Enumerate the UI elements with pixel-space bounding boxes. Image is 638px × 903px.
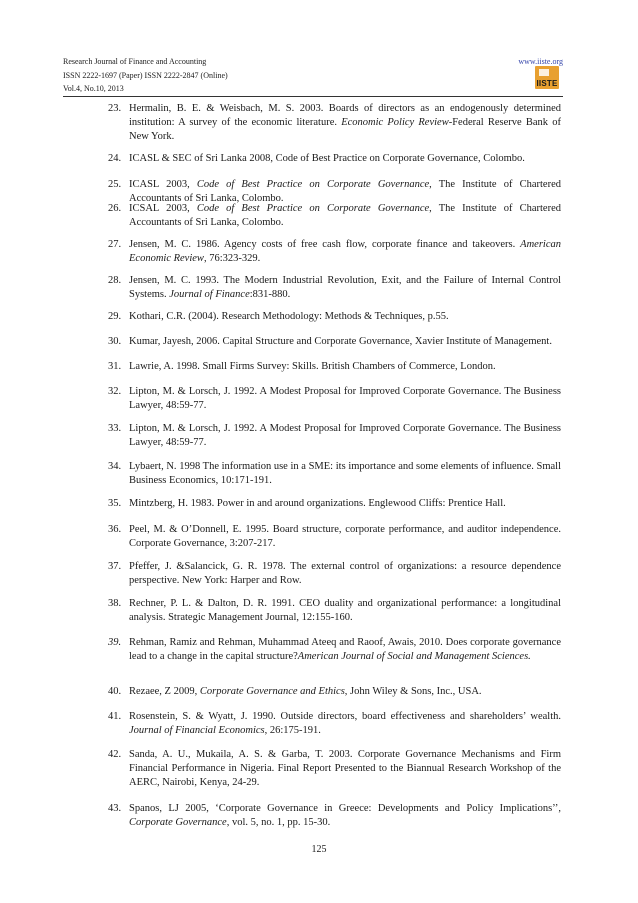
reference-item <box>108 238 561 266</box>
reference-item <box>108 523 561 551</box>
reference-text <box>129 597 561 625</box>
reference-number: 26. <box>108 203 122 214</box>
reference-text <box>129 523 561 551</box>
reference-text <box>129 560 561 588</box>
reference-segment: Spanos, LJ 2005, ‘Corporate Governance in Greece: Developments and Policy Implications’’, <box>129 803 561 814</box>
reference-segment: Kumar, Jayesh, 2006. Capital Structure and Corporate Governance, Xavier Institute of Management. <box>129 336 552 347</box>
reference-segment: , vol. 5, no. 1, pp. 15-30. <box>226 817 331 828</box>
reference-italic-segment: Corporate Governance <box>129 817 227 828</box>
journal-volume: Vol.4, No.10, 2013 <box>63 84 124 93</box>
reference-segment: :831-880. <box>249 289 291 300</box>
reference-item <box>108 202 561 230</box>
reference-number: 25. <box>108 179 122 190</box>
reference-text <box>129 460 561 488</box>
reference-segment: -Federal Reserve Bank of New York. <box>129 117 561 142</box>
journal-issn: ISSN 2222-1697 (Paper) ISSN 2222-2847 (Online) <box>63 70 228 80</box>
header-divider <box>63 96 563 97</box>
reference-segment: ICSAL 2003, <box>129 203 197 214</box>
reference-number: 43. <box>108 803 122 814</box>
reference-segment: Lawrie, A. 1998. Small Firms Survey: Skills. British Chambers of Commerce, London. <box>129 361 496 372</box>
reference-number: 38. <box>108 598 122 609</box>
reference-item <box>108 360 561 374</box>
reference-segment: Jensen, M. C. 1986. Agency costs of free cash flow, corporate finance and takeovers. <box>129 239 521 250</box>
reference-number: 35. <box>108 498 122 509</box>
reference-text <box>129 102 561 144</box>
reference-segment: Pfeffer, J. &Salancick, G. R. 1978. The external control of organizations: a resource dependence perspective. New York: Harper and Row. <box>129 561 561 586</box>
reference-italic-segment: Code of Best Practice on Corporate Governance <box>196 179 430 190</box>
reference-text <box>129 710 561 738</box>
reference-number: 41. <box>108 711 122 722</box>
reference-segment: Lybaert, N. 1998 The information use in a SME: its importance and some elements of influence. Small Business Economics, 10:171-191. <box>129 461 561 486</box>
reference-text <box>129 360 561 374</box>
reference-number: 37. <box>108 561 122 572</box>
reference-segment: Lipton, M. & Lorsch, J. 1992. A Modest Proposal for Improved Corporate Governance. The Business Lawyer, 48:59-77. <box>129 386 561 411</box>
reference-segment: Mintzberg, H. 1983. Power in and around organizations. Englewood Cliffs: Prentice Hall. <box>129 498 506 509</box>
reference-item <box>108 310 561 324</box>
reference-number: 30. <box>108 336 122 347</box>
reference-text <box>129 238 561 266</box>
reference-segment: Rehman, Ramiz and Rehman, Muhammad Ateeq and Raoof, Awais, 2010. Does corporate governance lead to a change in the capital structure? <box>129 637 561 662</box>
reference-number: 32. <box>108 386 122 397</box>
journal-url-link[interactable]: www.iiste.org <box>518 57 563 66</box>
reference-number: 23. <box>108 103 122 114</box>
reference-text <box>129 422 561 450</box>
reference-number: 40. <box>108 686 122 697</box>
page-number: 125 <box>311 844 327 855</box>
reference-italic-segment: Economic Policy Review <box>341 117 449 128</box>
reference-segment: Rezaee, Z 2009, <box>129 686 200 697</box>
reference-item <box>108 152 561 166</box>
reference-number: 27. <box>108 239 122 250</box>
logo-text: IISTE <box>536 79 558 88</box>
reference-item <box>108 802 561 830</box>
reference-number: 42. <box>108 749 122 760</box>
reference-text <box>129 335 561 349</box>
reference-italic-segment: American Journal of Social and Management Sciences. <box>297 651 531 662</box>
reference-text <box>129 202 561 230</box>
reference-text <box>129 636 561 664</box>
reference-item <box>108 497 561 511</box>
journal-header <box>63 55 563 96</box>
reference-number: 33. <box>108 423 122 434</box>
reference-segment: Rechner, P. L. & Dalton, D. R. 1991. CEO duality and organizational performance: a longitudinal analysis. Strategic Management Journal, 12:155-160. <box>129 598 561 623</box>
reference-number: 28. <box>108 275 122 286</box>
reference-text <box>129 748 561 790</box>
reference-text <box>129 385 561 413</box>
reference-item <box>108 422 561 450</box>
reference-text <box>129 685 561 699</box>
reference-italic-segment: Journal of Financial Economics <box>129 725 265 736</box>
reference-segment: , The Institute of Chartered Accountants of Sri Lanka, Colombo. <box>129 179 561 204</box>
reference-item <box>108 335 561 349</box>
reference-italic-segment: Journal of Finance <box>169 289 250 300</box>
reference-segment: ICASL 2003, <box>129 179 197 190</box>
reference-number: 31. <box>108 361 122 372</box>
reference-item <box>108 102 561 144</box>
reference-segment: , John Wiley & Sons, Inc., USA. <box>344 686 482 697</box>
reference-text <box>129 310 561 324</box>
reference-segment: , 26:175-191. <box>264 725 321 736</box>
logo-emblem-icon <box>539 69 549 76</box>
reference-number: 34. <box>108 461 122 472</box>
reference-item <box>108 748 561 790</box>
reference-segment: , 76:323-329. <box>203 253 261 264</box>
reference-number: 24. <box>108 153 122 164</box>
iiste-logo <box>535 66 559 89</box>
reference-item <box>108 274 561 302</box>
reference-segment: Lipton, M. & Lorsch, J. 1992. A Modest Proposal for Improved Corporate Governance. The Business Lawyer, 48:59-77. <box>129 423 561 448</box>
reference-italic-segment: Code of Best Practice on Corporate Governance <box>196 203 430 214</box>
reference-segment: , The Institute of Chartered Accountants of Sri Lanka, Colombo. <box>129 203 561 228</box>
reference-item <box>108 385 561 413</box>
reference-italic-segment: American Economic Review <box>129 239 561 264</box>
reference-text <box>129 802 561 830</box>
reference-item <box>108 636 561 664</box>
reference-segment: Jensen, M. C. 1993. The Modern Industrial Revolution, Exit, and the Failure of Internal Control Systems. <box>129 275 561 300</box>
reference-segment: Hermalin, B. E. & Weisbach, M. S. 2003. Boards of directors as an endogenously determined institution: A survey of the economic literature. <box>129 103 561 128</box>
journal-name: Research Journal of Finance and Accounting <box>63 57 207 66</box>
reference-segment: Rosenstein, S. & Wyatt, J. 1990. Outside directors, board effectiveness and shareholders’ wealth. <box>129 711 561 722</box>
reference-item <box>108 710 561 738</box>
reference-segment: ICASL & SEC of Sri Lanka 2008, Code of Best Practice on Corporate Governance, Colombo. <box>129 153 525 164</box>
reference-segment: Sanda, A. U., Mukaila, A. S. & Garba, T. 2003. Corporate Governance Mechanisms and Firm Financial Performance in Nigeria. Final Report Presented to the Biannual Research Workshop of the AERC, Nairobi, Kenya, 24-29. <box>129 749 561 788</box>
reference-segment: Kothari, C.R. (2004). Research Methodology: Methods & Techniques, p.55. <box>129 311 449 322</box>
reference-text <box>129 152 561 166</box>
reference-number: 36. <box>108 524 122 535</box>
reference-text <box>129 274 561 302</box>
reference-text <box>129 497 561 511</box>
reference-number: 39. <box>108 637 122 648</box>
reference-italic-segment: Corporate Governance and Ethics <box>199 686 345 697</box>
reference-segment: Peel, M. & O’Donnell, E. 1995. Board structure, corporate performance, and auditor independence. Corporate Governance, 3:207-217. <box>129 524 561 549</box>
reference-item <box>108 460 561 488</box>
reference-item <box>108 597 561 625</box>
reference-item <box>108 685 561 699</box>
reference-number: 29. <box>108 311 122 322</box>
reference-item <box>108 560 561 588</box>
